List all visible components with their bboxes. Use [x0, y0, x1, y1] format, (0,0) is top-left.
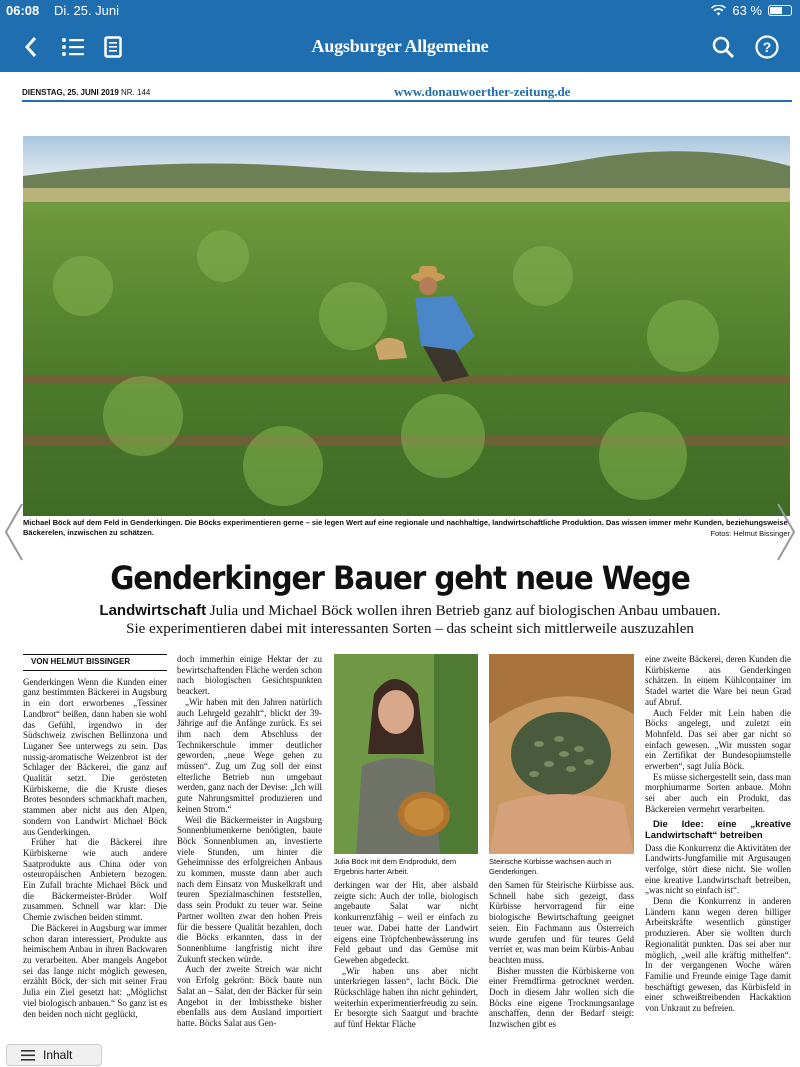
- photo-left-caption: Julia Böck mit dem Endprodukt, dem Ergebnis harter Arbeit.: [334, 857, 457, 876]
- paragraph: doch immerhin einige Hektar der zu bewirtschaftenden Fläche werden schon nach biologischen Gesichtspunkten beackert.: [177, 654, 322, 697]
- app-title: Augsburger Allgemeine: [311, 36, 489, 56]
- article-column-3: [334, 880, 478, 1030]
- paragraph: Auch der zweite Streich war nicht von Erfolg gekrönt: Böck baute nun Salat an – Salat, den der Bäcker für sein Angebot in der Imbisstheke bisher ebenfalls aus dem Ausland importiert hatte. Böcks Salat aus Gen-: [177, 964, 322, 1028]
- app-toolbar: [0, 22, 800, 72]
- seeds-photo-illustration: [489, 654, 634, 854]
- table-of-contents-label: Inhalt: [43, 1048, 73, 1062]
- masthead-date: DIENSTAG, 25. JUNI 2019 NR. 144: [22, 88, 151, 97]
- paragraph: „Wir haben uns aber nicht unterkriegen lassen“, lacht Böck. Die Rückschläge haben ihn nicht gehindert, weiterhin experimentierfreudig zu sein. Er besorgte sich Saatgut und brachte auf fünf Hektar Fläche: [334, 965, 478, 1030]
- main-photo-caption: [23, 518, 790, 538]
- masthead-url: www.donauwoerther-zeitung.de: [394, 84, 571, 99]
- julia-photo-illustration: [334, 654, 478, 854]
- page-masthead: [22, 84, 792, 102]
- field-photo-illustration: [23, 136, 790, 516]
- search-button[interactable]: [708, 32, 738, 62]
- paragraph: „Wir haben mit den Jahren natürlich auch Lehrgeld gezahlt“, blickt der 39-Jährige auf die Anfänge zurück. Es sei ihm nach dem Abschluss der Technikerschule immer deutlicher geworden, „neue Wege gehen zu müssen“. Zug um Zug soll der einst elterliche Betrieb nun umgebaut werden, ganz nach der Devise: „Ich will gute Nahrungsmittel produzieren und keinen Strom.“: [177, 696, 322, 814]
- subline-2: Sie experimentieren dabei mit interessanten Sorten – das scheint sich mittlerweile auszuzahlen: [126, 621, 694, 637]
- table-of-contents-button[interactable]: [6, 1044, 102, 1066]
- photo-right-caption: Steirische Kürbisse wachsen auch in Genderkingen.: [489, 857, 612, 876]
- help-button[interactable]: [752, 32, 782, 62]
- article-column-4: [489, 880, 634, 1030]
- section-subhead: Die Idee: eine „kreative Landwirtschaft“ betreiben: [645, 818, 791, 841]
- newspaper-page: [0, 72, 800, 1067]
- status-date: Di. 25. Juni: [54, 3, 120, 18]
- kicker: Landwirtschaft: [99, 602, 207, 619]
- paragraph: eine zweite Bäckerei, deren Kunden die Kürbiskerne aus Genderkingen schätzen. In einem Kühlcontainer im Stadel wartet die Ware bei neun Grad auf Abruf.: [645, 654, 791, 707]
- paragraph: Die Bäckerei in Augsburg war immer schon daran interessiert, Produkte aus heimischem Anbau in ihren Backwaren zu verarbeiten. Aber mangels Angebot sei das lange nicht möglich gewesen, erzählt Böck, der sich mit seiner Frau Julia ein Ziel gesetzt hat: „Möglichst viel biologisch anbauen.“ So ganz ist es den beiden noch nicht geglückt,: [23, 922, 167, 1019]
- subline-1: Julia und Michael Böck wollen ihren Betrieb ganz auf biologischen Anbau umbauen.: [209, 603, 721, 619]
- next-page-button[interactable]: [774, 502, 798, 562]
- paragraph: Weil die Bäckermeister in Augsburg Sonnenblumenkerne benötigten, baute Böck Sonnenblumen an, investierte viele Stunden, um hinter die Geheimnisse des erfolgreichen Anbaus zu kommen, musste dann aber auch nach dem Einsatz von Muskelkraft und teuren Spezialmaschinen feststellen, dass sein Produkt zu teuer war. Seine Partner wollten zwar den hohen Preis für die bessere Qualität bezahlen, doch die Böcks erkannten, dass in der Sonnenblume langfristig nicht ihre Zukunft stecken würde.: [177, 814, 322, 964]
- status-bar: [0, 0, 800, 22]
- svg-text:?: ?: [762, 39, 772, 55]
- caption-text: Michael Böck auf dem Feld in Genderkingen. Die Böcks experimentieren gerne – sie legen Wert auf eine regionale und nachhaltige, landwirtschaftliche Produktion. Das wissen immer mehr Kunden, beziehungsweise Bäckerelen, inzwischen zu schätzen.: [23, 518, 788, 537]
- main-photo: [23, 136, 790, 516]
- article-headline: Genderkinger Bauer geht neue Wege: [110, 559, 690, 597]
- paragraph: Genderkingen Wenn die Kunden einer ganz bestimmten Bäckerei in Augsburg in ein dort erworbenes „Tessiner Landbrot“ beißen, dann haben sie wohl das Gefühl, irgendwo in der Südschweiz zwischen Bellinzona und Luganer See unterwegs zu sein. Das nussig-aromatische Weizenbrot ist der Schlager der Bäckerei, die ganz auf Qualität setzt. Die gerösteten Kürbiskerne, die die Kruste dieses Brotes besonders schmackhaft machen, stammen aber nicht aus den Alpen, sondern von Landwirt Michael Böck aus Genderkingen.: [23, 676, 167, 837]
- article-column-5: [645, 654, 791, 1014]
- byline: VON HELMUT BISSINGER: [23, 654, 167, 671]
- paragraph: Bisher mussten die Kürbiskerne von einer Fremdfirma getrocknet werden. Doch in diesem Jahr wollen sich die Böcks eine eigene Trocknungsanlage anschaffen, denn der Bedarf steigt: Inzwischen gibt es: [489, 965, 634, 1030]
- paragraph: derkingen war der Hit, aber alsbald zeigte sich: Auch der tolle, biologisch angebaute Salat war nicht konkurrenzfähig – weil er einfach zu teuer war. Dabei hatte der Landwirt eigens eine Tröpfchenbewässerung ins Feld gebaut und das Gemüse mit Geweben abgedeckt.: [334, 880, 478, 965]
- article-subline: [70, 602, 750, 638]
- previous-page-button[interactable]: [2, 502, 26, 562]
- battery-icon: [768, 5, 792, 16]
- chevron-left-icon: [2, 502, 26, 562]
- article-column-1: [23, 654, 167, 1019]
- list-icon: [21, 1050, 35, 1061]
- photo-pumpkin-seeds: [489, 654, 634, 854]
- photo-credit: Fotos: Helmut Bissinger: [710, 529, 790, 538]
- paragraph: Auch Felder mit Lein haben die Böcks angelegt, und zuletzt ein Mohnfeld. Das sei aber gar nicht so einfach gewesen. „Wir mussten sogar ein Zertifikat der Bundesopiumstelle erwerben“, sagt Julia Böck.: [645, 707, 791, 772]
- status-right: [711, 3, 792, 18]
- paragraph: den Samen für Steirische Kürbisse aus. Schnell habe sich gezeigt, dass Kürbisse hervorragend für eine biologische Bewirtschaftung geeignet seien. Ein Fachmann aus Österreich wurde gerufen und für teures Geld verriet er, was man beim Kürbis-Anbau beachten muss.: [489, 880, 634, 965]
- wifi-icon: [711, 5, 726, 16]
- status-time: 06:08: [6, 3, 40, 18]
- photo-julia-boeck: [334, 654, 478, 854]
- paragraph: Früher hat die Bäckerei ihre Kürbiskerne wie auch andere Saatprodukte aus China oder von osteuropäischen Anbietern bezogen. Ein Zufall brachte Michael Böck und die Bäckermeister-Brüder Wolf zusammen. Schnell war klar: Die Chemie zwischen beiden stimmt.: [23, 837, 167, 923]
- search-icon: [711, 35, 735, 59]
- paragraph: Denn die Konkurrenz in anderen Ländern kann wegen deren billiger Arbeitskräfte wesentlich günstiger produzieren. Aber sie wollten durch Regionalität punkten. Das sei aber nur möglich, „weil alle kräftig mithelfen“. In der vergangenen Woche wären Familie und Freunde einige Tage damit beschäftigt gewesen, das Kürbisfeld in einer schweißtreibenden Hackaktion von Unkraut zu befreien.: [645, 896, 791, 1014]
- battery-percent: 63 %: [732, 3, 762, 18]
- help-icon: [755, 35, 779, 59]
- chevron-right-icon: [774, 502, 798, 562]
- article-column-2: [177, 654, 322, 1029]
- paragraph: Dass die Konkurrenz die Aktivitäten der Landwirts-Jungfamilie mit Argusaugen verfolge, stört diese nicht. Sie wollen eine kreative Landwirtschaft betreiben, „was nicht so einfach ist“.: [645, 842, 791, 896]
- paragraph: Es müsse sichergestellt sein, dass man morphiumarme Sorten anbaue. Mohn sei aber auch ein Produkt, das Bäckereien vermehrt verarbeiten.: [645, 771, 791, 814]
